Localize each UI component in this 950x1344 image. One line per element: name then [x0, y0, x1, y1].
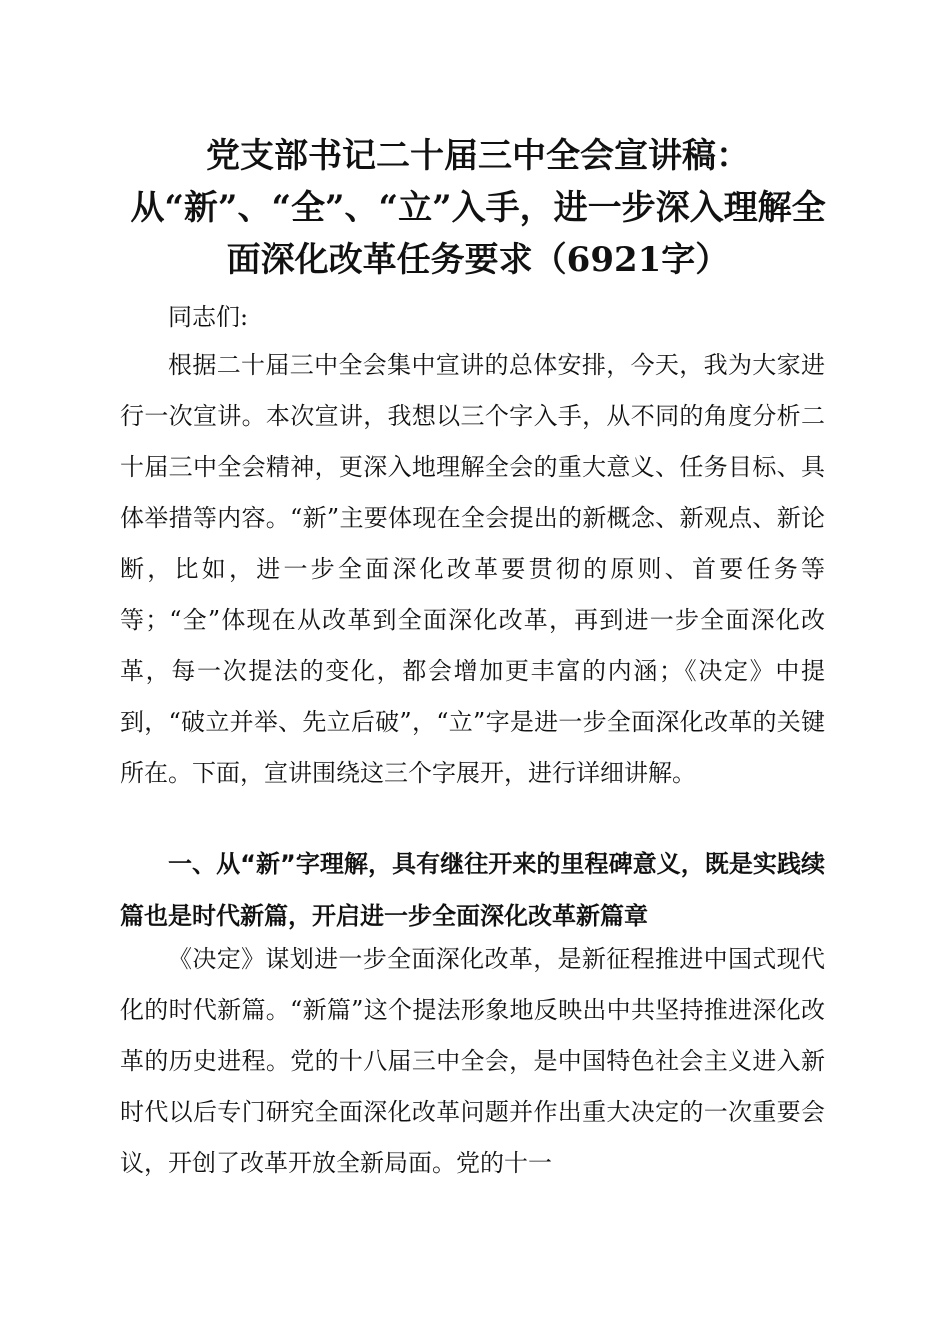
intro-paragraph: 根据二十届三中全会集中宣讲的总体安排，今天，我为大家进行一次宣讲。本次宣讲，我想以三个字入手，从不同的角度分析二十届三中全会精神，更深入地理解全会的重大意义、任务目标、具体举措等内容。“新”主要体现在全会提出的新概念、新观点、新论断，比如，进一步全面深化改革要贯彻的原则、首要任务等等；“全”体现在从改革到全面深化改革，再到进一步全面深化改革，每一次提法的变化，都会增加更丰富的内涵；《决定》中提到，“破立并举、先立后破”，“立”字是进一步全面深化改革的关键所在。下面，宣讲围绕这三个字展开，进行详细讲解。: [120, 351, 825, 787]
greeting-text: 同志们:: [168, 303, 249, 331]
document-title: 党支部书记二十届三中全会宣讲稿：从“新”、“全”、“立”入手，进一步深入理解全面深化改革任务要求（6921字）: [130, 136, 826, 280]
section-heading: 一、从“新”字理解，具有继往开来的里程碑意义，既是实践续篇也是时代新篇，开启进一步全面深化改革新篇章: [120, 850, 825, 930]
section-paragraph: 《决定》谋划进一步全面深化改革，是新征程推进中国式现代化的时代新篇。“新篇”这个提法形象地反映出中共坚持推进深化改革的历史进程。党的十八届三中全会，是中国特色社会主义进入新时代以后专门研究全面深化改革问题并作出重大决定的一次重要会议，开创了改革开放全新局面。党的十一: [120, 945, 825, 1177]
